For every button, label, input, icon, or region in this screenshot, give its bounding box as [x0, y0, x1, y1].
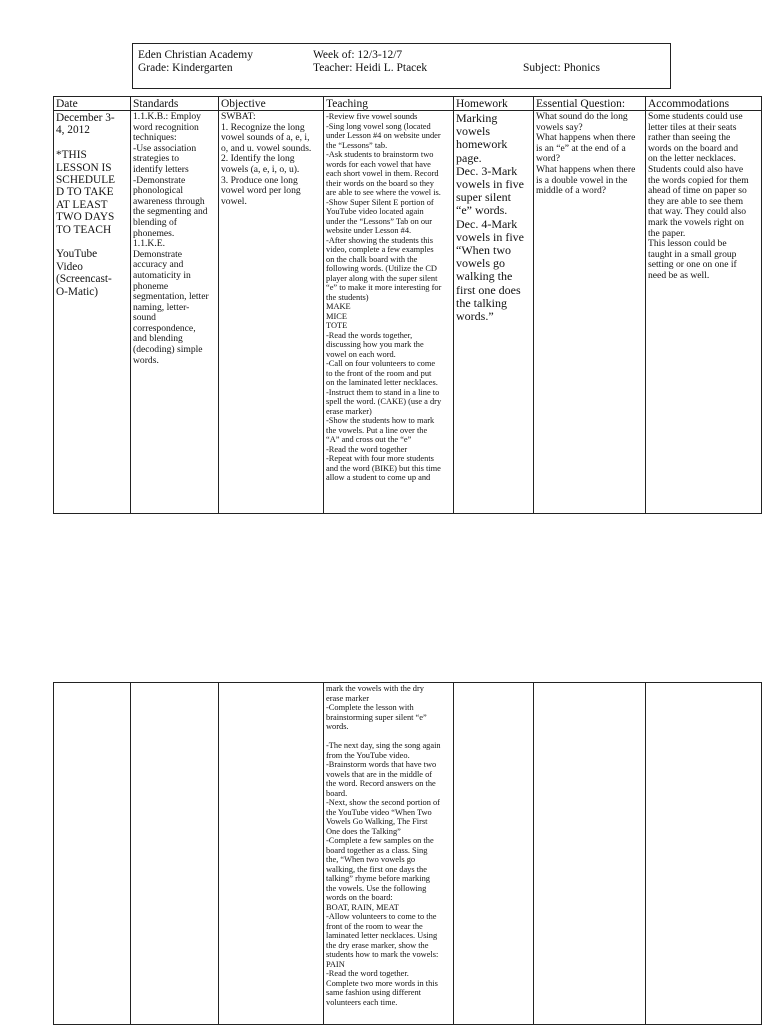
- objective-cell: SWBAT: 1. Recognize the long vowel sounds of a, e, i, o, and u. vowel sounds. 2. Identify the long vowels (a, e, i, o, u). 3. Produce one long vowel word per long vowel.: [219, 111, 324, 514]
- objective-cell-empty: [219, 683, 324, 1025]
- column-header-teaching: Teaching: [324, 97, 454, 111]
- teaching-cell-continued: mark the vowels with the dry erase marker -Complete the lesson with brainstorming super silent “e” words. -The next day, sing the song again from the YouTube video. -Brainstorm words that have two vowels that are in the middle of the word. Record answers on the board. -Next, show the second portion of the YouTube video “When Two Vowels Go Walking, The First One does the Talking” -Complete a few samples on the board together as a class. Sing the, “When two vowels go walking, the first one days the talking” rhyme before marking the vowels. Use the following words on the board: BOAT, RAIN, MEAT -Allow volunteers to come to the front of the room to wear the laminated letter necklaces. Using the dry erase marker, show the students how to mark the vowels: PAIN -Read the word together. Complete two more words in this same fashion using different volunteers each time.: [324, 683, 454, 1025]
- lesson-plan-table-page2: [53, 682, 762, 1025]
- date-cell: December 3- 4, 2012 *THIS LESSON IS SCHEDULE D TO TAKE AT LEAST TWO DAYS TO TEACH YouTube Video (Screencast- O-Matic): [54, 111, 131, 514]
- table-row: [54, 111, 762, 514]
- school-name: Eden Christian Academy: [138, 49, 253, 61]
- lesson-header-box: [132, 43, 671, 89]
- homework-cell: Marking vowels homework page. Dec. 3-Mark vowels in five super silent “e” words. Dec. 4-Mark vowels in five “When two vowels go walking the first one does the talking words.”: [454, 111, 534, 514]
- essential-question-cell-empty: [534, 683, 646, 1025]
- accommodations-cell-empty: [646, 683, 762, 1025]
- table-header-row: [54, 97, 762, 111]
- column-header-accommodations: Accommodations: [646, 97, 762, 111]
- standards-cell-empty: [131, 683, 219, 1025]
- week-label: Week of: 12/3-12/7: [313, 49, 403, 61]
- column-header-essential-question: Essential Question:: [534, 97, 646, 111]
- table-row: [54, 683, 762, 1025]
- teacher-label: Teacher: Heidi L. Ptacek: [313, 62, 428, 74]
- teaching-cell: -Review five vowel sounds -Sing long vowel song (located under Lesson #4 on website under the “Lessons” tab. -Ask students to brainstorm two words for each vowel that have each short vowel in them. Record their words on the board so they are able to see where the vowel is. -Show Super Silent E portion of YouTube video located again under the “Lessons” Tab on our website under Lesson #4. -After showing the students this video, complete a few examples on the chalk board with the following words. (Utilize the CD player along with the super silent “e” to make it more interesting for the students) MAKE MICE TOTE -Read the words together, discussing how you mark the vowel on each word. -Call on four volunteers to come to the front of the room and put on the laminated letter necklaces. -Instruct them to stand in a line to spell the word. (CAKE) (use a dry erase marker) -Show the students how to mark the vowels. Put a line over the “A” and cross out the “e” -Read the word together -Repeat with four more students and the word (BIKE) but this time allow a student to come up and: [324, 111, 454, 514]
- column-header-standards: Standards: [131, 97, 219, 111]
- column-header-homework: Homework: [454, 97, 534, 111]
- date-cell-empty: [54, 683, 131, 1025]
- grade-label: Grade: Kindergarten: [138, 62, 233, 74]
- column-header-date: Date: [54, 97, 131, 111]
- lesson-plan-table-page1: [53, 96, 762, 514]
- standards-cell: 1.1.K.B.: Employ word recognition techniques: -Use association strategies to identify letters -Demonstrate phonological awareness through the segmenting and blending of phonemes. 1.1.K.E. Demonstrate accuracy and automaticity in phoneme segmentation, letter naming, letter- sound correspondence, and blending (decoding) simple words.: [131, 111, 219, 514]
- homework-cell-empty: [454, 683, 534, 1025]
- column-header-objective: Objective: [219, 97, 324, 111]
- accommodations-cell: Some students could use letter tiles at their seats rather than seeing the words on the board and on the letter necklaces. Students could also have the words copied for them ahead of time on paper so they are able to see them that way. They could also mark the vowels right on the paper. This lesson could be taught in a small group setting or one on one if need be as well.: [646, 111, 762, 514]
- essential-question-cell: What sound do the long vowels say? What happens when there is an “e” at the end of a word? What happens when there is a double vowel in the middle of a word?: [534, 111, 646, 514]
- subject-label: Subject: Phonics: [523, 62, 600, 74]
